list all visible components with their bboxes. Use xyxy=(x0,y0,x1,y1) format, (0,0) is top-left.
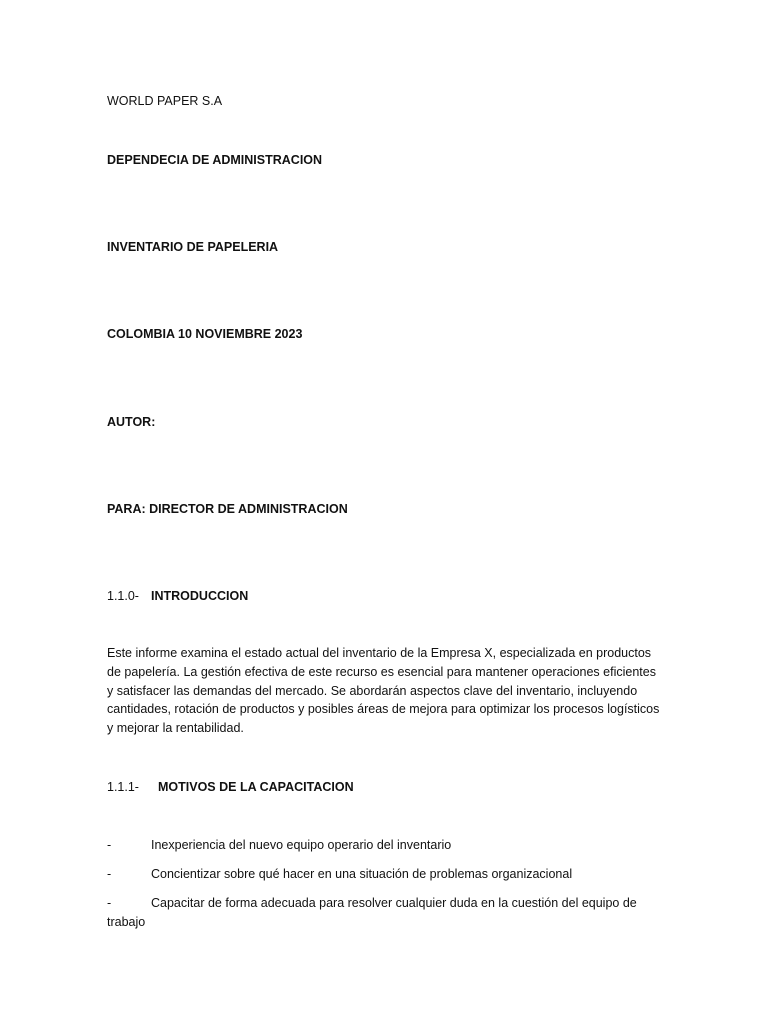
section-title: MOTIVOS DE LA CAPACITACION xyxy=(158,780,354,794)
department-name: DEPENDECIA DE ADMINISTRACION xyxy=(107,153,323,167)
date-line: COLOMBIA 10 NOVIEMBRE 2023 xyxy=(107,327,303,341)
company-name: WORLD PAPER S.A xyxy=(107,94,223,108)
list-marker: - xyxy=(107,838,112,852)
list-item-text: Concientizar sobre qué hacer en una situación de problemas organizacional xyxy=(151,867,573,881)
recipient-line: PARA: DIRECTOR DE ADMINISTRACION xyxy=(107,502,348,516)
section-title: INTRODUCCION xyxy=(151,589,249,603)
list-marker: - xyxy=(107,896,112,910)
section-heading-introduccion xyxy=(107,587,248,605)
list-item-text: Inexperiencia del nuevo equipo operario del inventario xyxy=(151,838,452,852)
list-item xyxy=(107,865,647,884)
list-marker: - xyxy=(107,867,112,881)
document-title: INVENTARIO DE PAPELERIA xyxy=(107,240,279,254)
section-number: 1.1.1- xyxy=(107,780,139,794)
list-item-text: Capacitar de forma adecuada para resolver cualquier duda en la cuestión del equipo de trabajo xyxy=(107,896,637,929)
introduction-paragraph: Este informe examina el estado actual del inventario de la Empresa X, especializada en productos de papelería. La gestión efectiva de este recurso es esencial para mantener operaciones eficientes y satisfacer las demandas del mercado. Se abordarán aspectos clave del inventario, incluyendo cantidades, rotación de productos y posibles áreas de mejora para optimizar los procesos logísticos y mejorar la rentabilidad. xyxy=(107,646,660,736)
list-item xyxy=(107,836,647,855)
list-item xyxy=(107,894,647,932)
section-number: 1.1.0- xyxy=(107,589,139,603)
section-heading-motivos xyxy=(107,778,354,796)
author-label: AUTOR: xyxy=(107,415,156,429)
